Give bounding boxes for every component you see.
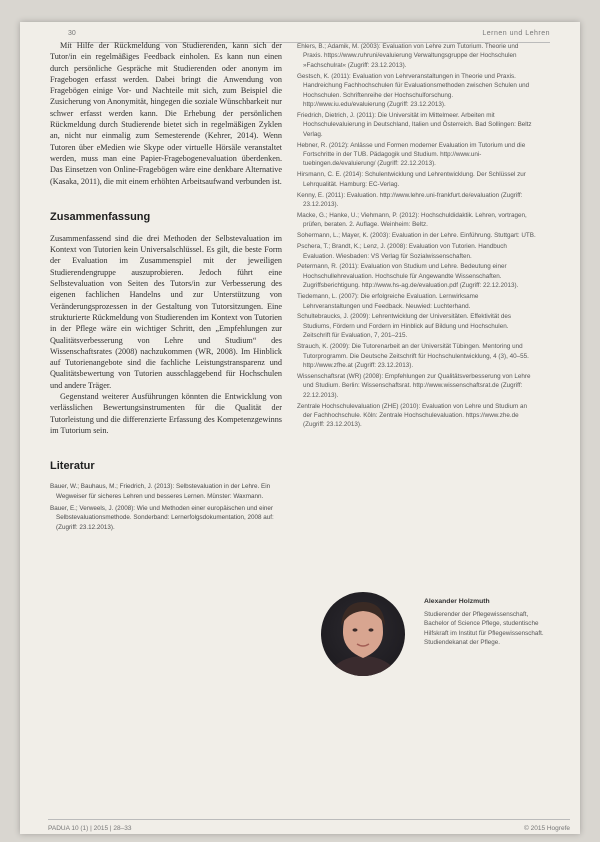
reference-item: Tiedemann, L. (2007): Die erfolgreiche Evaluation. Lernwirksame Lehrveranstaltungen und Feedback. Neuwied: Luchterhand. [297, 293, 479, 310]
footer-journal: PADUA 10 (1) | 2015 | 28–33 [48, 825, 132, 832]
reference-item: Zentrale Hochschulevaluation (ZHE) (2010): Evaluation von Lehre und Studium an der Fachhochschule. Köln: Zentrale Hochschulevaluation. https://www.zhe.de (Zugriff: 23.12.2013). [297, 402, 527, 429]
reference-item: Kenny, E. (2011): Evaluation. http://www.lehre.uni-frankfurt.de/evaluation (Zugriff: 23.12.2013). [297, 191, 523, 208]
author-bio: Studierender der Pflegewissenschaft, Bachelor of Science Pflege, studentische Hilfskraft im Institut für Pflegewissenschaft. Studiendekanat der Pflege. [424, 611, 544, 647]
footer-rule [48, 819, 570, 820]
summary-heading: Zusammenfassung [50, 210, 151, 223]
reference-item: Sohermann, L.; Mayer, K. (2003): Evaluation in der Lehre. Einführung. Stuttgart: UTB. [297, 232, 536, 240]
reference-item: Petermann, R. (2011): Evaluation von Studium und Lehre. Bedeutung einer Hochschullehrevaluation. Hochschule für Angewandte Wissenschaften. Zugriffsberichtigung. http://www.hs-ag.de/evaluation.pdf (Zugriff: 22.12.2013). [297, 263, 519, 290]
author-name: Alexander Holzmuth [424, 598, 490, 605]
literature-heading: Literatur [50, 460, 95, 473]
author-photo [321, 592, 405, 676]
running-title: Lernen und Lehren [482, 30, 550, 37]
reference-item: Friedrich, Dietrich, J. (2011): Die Universität im Mittelmeer. Arbeiten mit Hochschulevaluierung in Deutschland, Italien und Österreich. Bad Sollingen: Beltz Verlag. [297, 111, 532, 138]
reference-item: Gestsch, K. (2011): Evaluation von Lehrveranstaltungen in Theorie und Praxis. Handreichung Fachhochschulen für Evaluationsmethoden zwischen Schulen und Hochschulen. Schriftenreihe der Hochschulforschung. http://www.iu.edu/evaluierung (Zugriff: 23.12.2013). [297, 72, 530, 108]
reference-item: Macke, G.; Hanke, U.; Viehmann, P. (2012): Hochschuldidaktik. Lehren, vortragen, prüfen, beraten. 2. Auflage. Weinheim: Beltz. [297, 211, 527, 229]
reference-item: Schultebraucks, J. (2009): Lehrentwicklung der Universitäten. Effektivität des Studiums, Fördern und Fordern im Hinblick auf Bildung und Hochschulen. Zeitschrift für Evaluation, 7, 201–215. [297, 313, 512, 340]
reference-item: Ehlers, B.; Adamik, M. (2003): Evaluation von Lehre zum Tutorium. Theorie und Praxis. https://www.ruhruni/evaluierung Verwaltungsgruppe der Hochschulen »Fachschulrat« (Zugriff: 23.12.2013). [297, 43, 519, 69]
page-number: 30 [68, 30, 76, 37]
reference-item: Bauer, W.; Bauhaus, M.; Friedrich, J. (2013): Selbstevaluation in der Lehre. Ein Wegweiser für sicheres Lehren und besseres Lernen. Münster: Waxmann. [50, 483, 271, 500]
reference-item: Strauch, K. (2009): Die Tutorenarbeit an der Universität Tübingen. Mentoring und Tutorprogramm. Die Deutsche Zeitschrift für Hochschulentwicklung, 4 (3), 40–55. http://www.zfhe.at (Zugriff: 23.12.2013). [297, 343, 529, 369]
reference-item: Hebner, R. (2012): Anlässe und Formen moderner Evaluation im Tutorium und die Fortschritte in der TUB. Pädagogik und Studium. http://www.uni-tuebingen.de/evaluierung/ (Zugriff: 22.12.2013). [297, 141, 526, 168]
footer-publisher: © 2015 Hogrefe [524, 825, 570, 832]
summary-paragraph-1: Zusammenfassend sind die drei Methoden der Selbstevaluation im Kontext von Tutorien kein Universalschlüssel. Es gilt, die beste Form der Evaluation im Zusammenspiel mit der jeweiligen Studierendengruppe auszuprobieren. Jedoch führt eine Selbstevaluation von Seiten des Tutors/in zur Verbesserung des eigenen fachlichen Handelns und zur Unterstützung von Veränderungsprozessen in der Gestaltung von Tutorsitzungen. Eine strukturierte Rückmeldung von Studierenden im Kontext von Tutorien in der Pflege wäre ein wichtiger Schritt, den „Empfehlungen zur Qualitätsverbesserung von Lehre und Studium“ des Wissenschaftsrates (2008) nachzukommen (WR, 2008). Im Hinblick auf Tutorienangebote sind die fachliche Leistungstransparenz und Qualitätsbewertung von Tutorien ausschlaggebend für Hochschulen und andere Träger. [50, 233, 282, 390]
right-column-references [297, 42, 537, 431]
summary-paragraph-2: Gegenstand weiterer Ausführungen könnten die Entwicklung von verlässlichen Bewertungsinstrumenten für die Qualität der Tutorleistung und die differenzierte Erfassung des Kompetenzgewinns im Tutorium sein. [50, 392, 282, 435]
reference-item: Wissenschaftsrat (WR) (2008): Empfehlungen zur Qualitätsverbesserung von Lehre und Studium. Berlin: Wissenschaftsrat. http://www.wissenschaftsrat.de (Zugriff: 22.12.2013). [297, 372, 531, 399]
left-column [50, 40, 282, 535]
reference-item: Hirsmann, C. E. (2014): Schulentwicklung und Lehrentwicklung. Der Schlüssel zur Lehrqualität. Hamburg: EC-Verlag. [297, 171, 526, 188]
reference-item: Bauer, E.; Verweels, J. (2008): Wie und Methoden einer europäischen und einer Selbstevaluationsmethode. Sonderband: Lernerfolgsdokumentation, 2008 auf: (Zugriff: 23.12.2013). [50, 505, 274, 531]
intro-paragraph: Mit Hilfe der Rückmeldung von Studierenden, kann sich der Tutor/in ein regelmäßiges Feedback einholen. Es kann nun einen durch persönliche Gespräche mit Studierenden oder anonym im Fragebogen erfasst werden. Dabei bringt die Anwendung von Fragebögen einige Vor- und Nachteile mit sich, zum Beispiel die Zusicherung von Anonymität, hingegen die soziale Wünschbarkeit nur schwer erfasst werden kann. Die Erhebung der persönlichen Rückmeldung durch Studierende bietet sich in regelmäßigen Zyklen an, nicht nur einmalig zum Semesterende (Kehrer, 2014). Wenn Tutoren über eMedien wie Skype oder virtuelle Hörsäle veranstaltet werden, muss man eine Papier-Fragebogenevaluation überdenken. Das Einsetzen von Online-Fragebögen wäre eine denkbare Alternative (Kasaka, 2011), die mit einem erhöhten Arbeitsaufwand verbunden ist. [50, 41, 282, 186]
author-portrait-icon [321, 592, 405, 676]
reference-item: Pschera, T.; Brandt, K.; Lenz, J. (2008): Evaluation von Tutorien. Handbuch Evaluation. Wiesbaden: VS Verlag für Sozialwissenschaften. [297, 243, 507, 260]
